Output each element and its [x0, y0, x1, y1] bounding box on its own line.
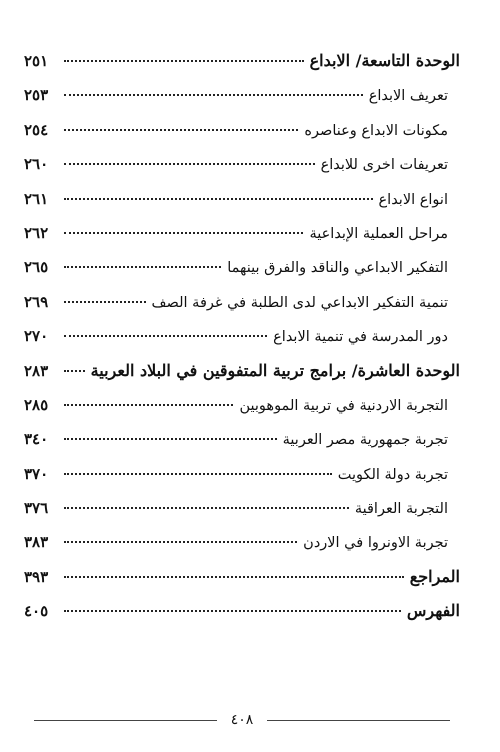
dot-leader [64, 576, 404, 578]
toc-entry-title: تجربة جمهورية مصر العربية [282, 432, 448, 449]
toc-entry-title: مكونات الابداع وعناصره [304, 122, 448, 139]
toc-entry-title: التجربة الاردنية في تربية الموهوبين [239, 397, 448, 414]
toc-entry [24, 560, 460, 594]
dot-leader [64, 129, 298, 131]
toc-entry-page: ٢٦٠ [24, 155, 49, 174]
toc-entry-title: تعريفات اخرى للابداع [320, 157, 448, 174]
toc-entry-page: ٢٥١ [24, 52, 49, 70]
page-footer [34, 712, 450, 728]
toc-entry [24, 388, 460, 422]
toc-entry-title: التجربة العراقية [354, 501, 448, 518]
toc-entry [24, 422, 460, 456]
dot-leader [64, 610, 401, 612]
toc-entry-page: ٣٩٣ [24, 567, 49, 586]
toc-entry-page: ٢٦٥ [24, 258, 49, 277]
toc-entry-page: ٢٦١ [24, 189, 49, 208]
toc-entry [24, 216, 460, 250]
toc-entry-page: ٣٤٠ [24, 430, 49, 449]
toc-entry [24, 457, 460, 491]
dot-leader [64, 541, 297, 543]
dot-leader [64, 473, 332, 475]
table-of-contents [24, 44, 460, 629]
dot-leader [64, 301, 146, 303]
toc-entry-title: تعريف الابداع [368, 88, 448, 105]
toc-entry-page: ٢٦٩ [24, 292, 49, 311]
toc-entry-title: مراحل العملية الإبداعية [309, 225, 448, 242]
toc-entry-page: ٣٧٦ [24, 499, 49, 518]
dot-leader [64, 94, 363, 96]
toc-entry-page: ٢٦٢ [24, 223, 49, 242]
page-number: ٤٠٨ [230, 712, 254, 728]
toc-entry-page: ٢٧٠ [24, 327, 49, 346]
toc-entry-page: ٣٨٣ [24, 533, 49, 552]
dot-leader [64, 198, 373, 200]
toc-entry-title: انواع الابداع [378, 191, 448, 208]
toc-entry-title: تجربة دولة الكويت [337, 466, 448, 483]
footer-rule-left [34, 720, 217, 721]
toc-entry-title: دور المدرسة في تنمية الابداع [273, 329, 448, 346]
toc-entry-title: تنمية التفكير الابداعي لدى الطلبة في غرفة الصف [151, 294, 448, 311]
dot-leader [64, 507, 349, 509]
toc-entry-title: التفكير الابداعي والناقد والفرق بينهما [227, 260, 448, 277]
toc-entry-title: الفهرس [406, 601, 460, 621]
toc-entry-page: ٣٧٠ [24, 464, 49, 483]
toc-entry [24, 285, 460, 319]
toc-entry [24, 491, 460, 525]
toc-entry-page: ٢٥٣ [24, 86, 49, 105]
toc-entry-title: الوحدة العاشرة/ برامج تربية المتفوقين في البلاد العربية [90, 360, 460, 380]
toc-entry [24, 182, 460, 216]
dot-leader [64, 163, 315, 165]
toc-entry [24, 319, 460, 353]
toc-entry [24, 147, 460, 181]
toc-entry-page: ٢٥٤ [24, 120, 49, 139]
dot-leader [64, 370, 85, 372]
toc-entry [24, 44, 460, 78]
dot-leader [64, 266, 221, 268]
footer-rule-right [267, 720, 450, 721]
toc-entry-page: ٤٠٥ [24, 602, 49, 621]
dot-leader [64, 438, 277, 440]
toc-entry [24, 250, 460, 284]
toc-entry [24, 113, 460, 147]
dot-leader [64, 335, 267, 337]
toc-entry [24, 78, 460, 112]
toc-entry-page: ٢٨٥ [24, 395, 49, 414]
toc-entry [24, 594, 460, 628]
toc-entry-page: ٢٨٣ [24, 361, 49, 380]
toc-entry-title: تجربة الاونروا في الاردن [303, 535, 448, 552]
toc-entry [24, 525, 460, 559]
toc-entry-title: المراجع [409, 566, 460, 586]
dot-leader [64, 232, 303, 234]
dot-leader [64, 60, 304, 62]
toc-entry-title: الوحدة التاسعة/ الابداع [309, 51, 460, 70]
dot-leader [64, 404, 233, 406]
toc-entry [24, 354, 460, 388]
